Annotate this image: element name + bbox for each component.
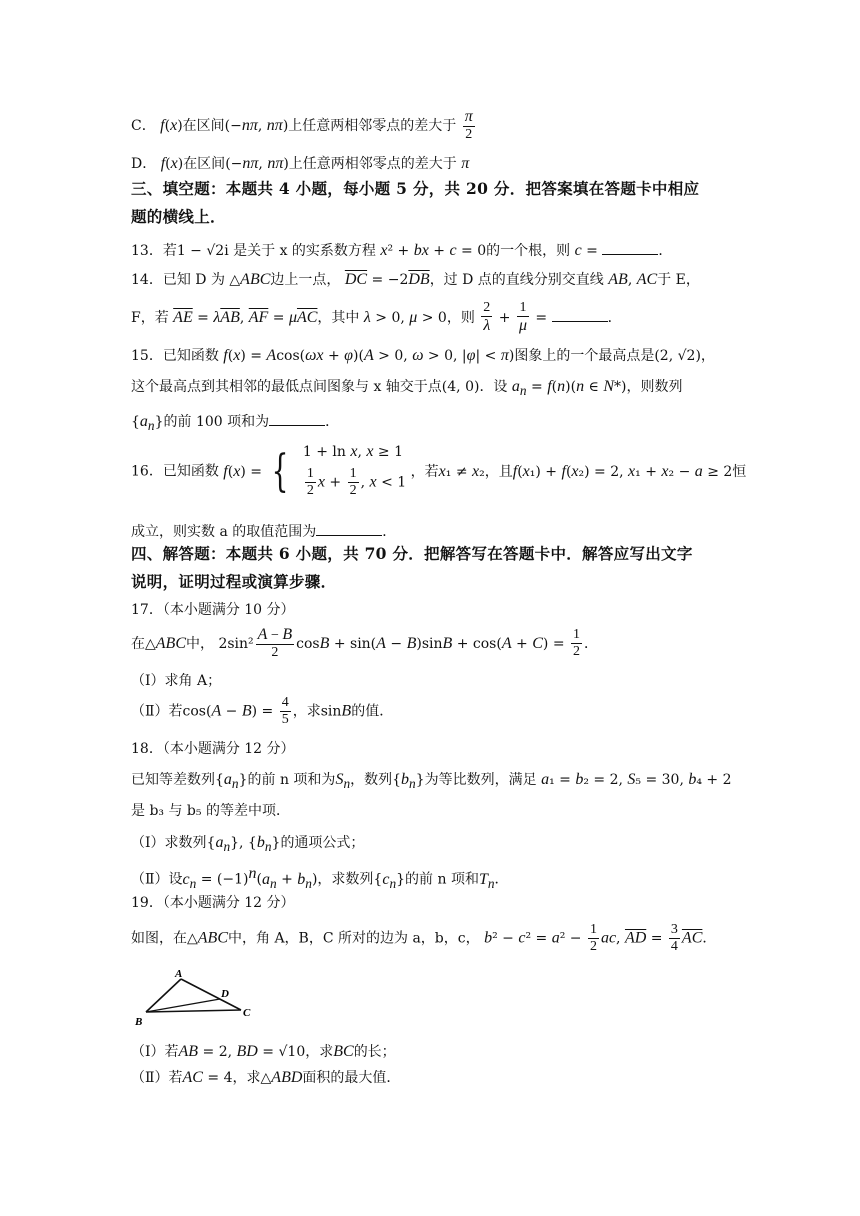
side-bc <box>146 1010 241 1012</box>
question-15-line-1: 15．已知函数 f(x) = Acos(ωx + φ)(A > 0, ω > 0, |φ| < π)图象上的一个最高点是(2, √2)， <box>131 347 715 364</box>
section-4-title: 四、解答题：本题共 6 小题，共 70 分．把解答写在答题卡中．解答应写出文字 <box>131 544 693 563</box>
question-14-line-2: F，若 $\overline{AE} = \lambda\overline{AB}$, $\overline{AF} = \mu\overline{AC}$，其中 λ > 0, μ > 0，则 $\frac{2}{\lambda}$ + $\frac{1}{\mu}$ = ． <box>131 300 622 335</box>
question-15-line-2: 这个最高点到其相邻的最低点间图象与 x 轴交于点(4, 0)．设 $a_n = f(n)(n$ ∈ N*)，则数列 <box>131 378 683 399</box>
answer-blank <box>316 523 382 536</box>
question-14-line-1: 14．已知 D 为 △ABC边上一点， $\overline{DC} = -2\overline{DB}$，过 D 点的直线分别交直线 AB, AC于 E， <box>131 271 700 288</box>
question-13: 13．若1 − √2i 是关于 x 的实系数方程 x² + bx + c = 0的一个根，则 c = ． <box>131 242 673 259</box>
section-3-title-cont: 题的横线上． <box>131 207 226 226</box>
piecewise-brace: { <box>272 445 289 497</box>
section-4-title-cont: 说明，证明过程或演算步骤． <box>131 572 337 591</box>
label-b: B <box>135 1016 143 1028</box>
question-17-part-1: （Ⅰ）求角 A； <box>131 673 222 689</box>
math-fx: f <box>160 116 165 134</box>
fraction-pi-over-2: $\frac{\pi}{2}$ <box>464 108 473 143</box>
question-18-part-1: （Ⅰ）求数列$\{a_n\}$, $\{b_n\}$的通项公式； <box>131 834 365 855</box>
question-19-part-1: （Ⅰ）若AB = 2, BD = √10，求BC的长； <box>131 1043 396 1060</box>
answer-blank <box>269 413 325 426</box>
question-17-part-2: （Ⅱ）若cos(A − B) = $\frac{4}{5}$ ，求sinB的值． <box>131 695 394 728</box>
option-c: C． f(x)在区间(−nπ, nπ)上任意两相邻零点的差大于 $\frac{\pi}{2}$ <box>131 108 473 143</box>
question-15-line-3: $\{a_n\}$的前 100 项和为 ． <box>131 413 340 434</box>
answer-blank <box>602 242 658 255</box>
label-d: D <box>221 988 229 1000</box>
answer-blank <box>552 309 608 322</box>
question-17-header: 17．（本小题满分 10 分） <box>131 602 295 618</box>
section-3-title: 三、填空题：本题共 4 小题，每小题 5 分，共 20 分．把答案填在答题卡中相应 <box>131 179 700 198</box>
triangle-figure <box>131 966 271 1035</box>
question-19-part-2: （Ⅱ）若AC = 4，求△ABD面积的最大值． <box>131 1069 401 1086</box>
question-16-cont: 成立，则实数 a 的取值范围为 ． <box>131 524 397 540</box>
option-d: D． f(x)在区间(−nπ, nπ)上任意两相邻零点的差大于 π <box>131 155 470 172</box>
question-18-stem-cont: 是 b₃ 与 b₅ 的等差中项． <box>131 803 290 819</box>
question-18-stem: 已知等差数列$\{a_n\}$的前 n 项和为$S_n$，数列$\{b_n\}$为等比数列，满足 a₁ = b₂ = 2, S₅ = 30, b₄ + 2 <box>131 771 732 792</box>
question-17-stem: 在△ABC中， 2sin² $\frac{A - B}{2}$ cosB + sin(A − B)sinB + cos(A + C) = $\frac{1}{2}$ ． <box>131 626 599 661</box>
question-19-header: 19．（本小题满分 12 分） <box>131 895 295 911</box>
question-18-header: 18．（本小题满分 12 分） <box>131 741 295 757</box>
question-16: 16．已知函数 f(x) = { 1 + ln x, x ≥ 1 $\frac{1}{2}$ x + $\frac{1}{2}$ , x < 1 ，若x₁ ≠ x₂，且f(x₁) + f(x₂) = 2, x₁ + x₂ − a ≥ 2恒 <box>131 443 747 499</box>
side-ac <box>181 979 241 1010</box>
piecewise-cases: 1 + ln x, x ≥ 1 $\frac{1}{2}$ x + $\frac{1}{2}$ , x < 1 <box>302 443 407 499</box>
question-18-part-2: （Ⅱ）设$c_n = (-1)^n(a_n + b_n)$，求数列$\{c_n\}$的前 n 项和$T_n$． <box>131 865 509 891</box>
question-19-stem: 如图，在△ABC中，角 A，B，C 所对的边为 a，b，c， b² − c² = a² − $\frac{1}{2}$ ac, $\overline{AD}$ = $\frac{3}{4}$ $\overline{AC}$． <box>131 922 717 955</box>
triangle-diagram <box>131 966 271 1030</box>
label-a: A <box>175 968 183 980</box>
label-c: C <box>243 1007 251 1019</box>
